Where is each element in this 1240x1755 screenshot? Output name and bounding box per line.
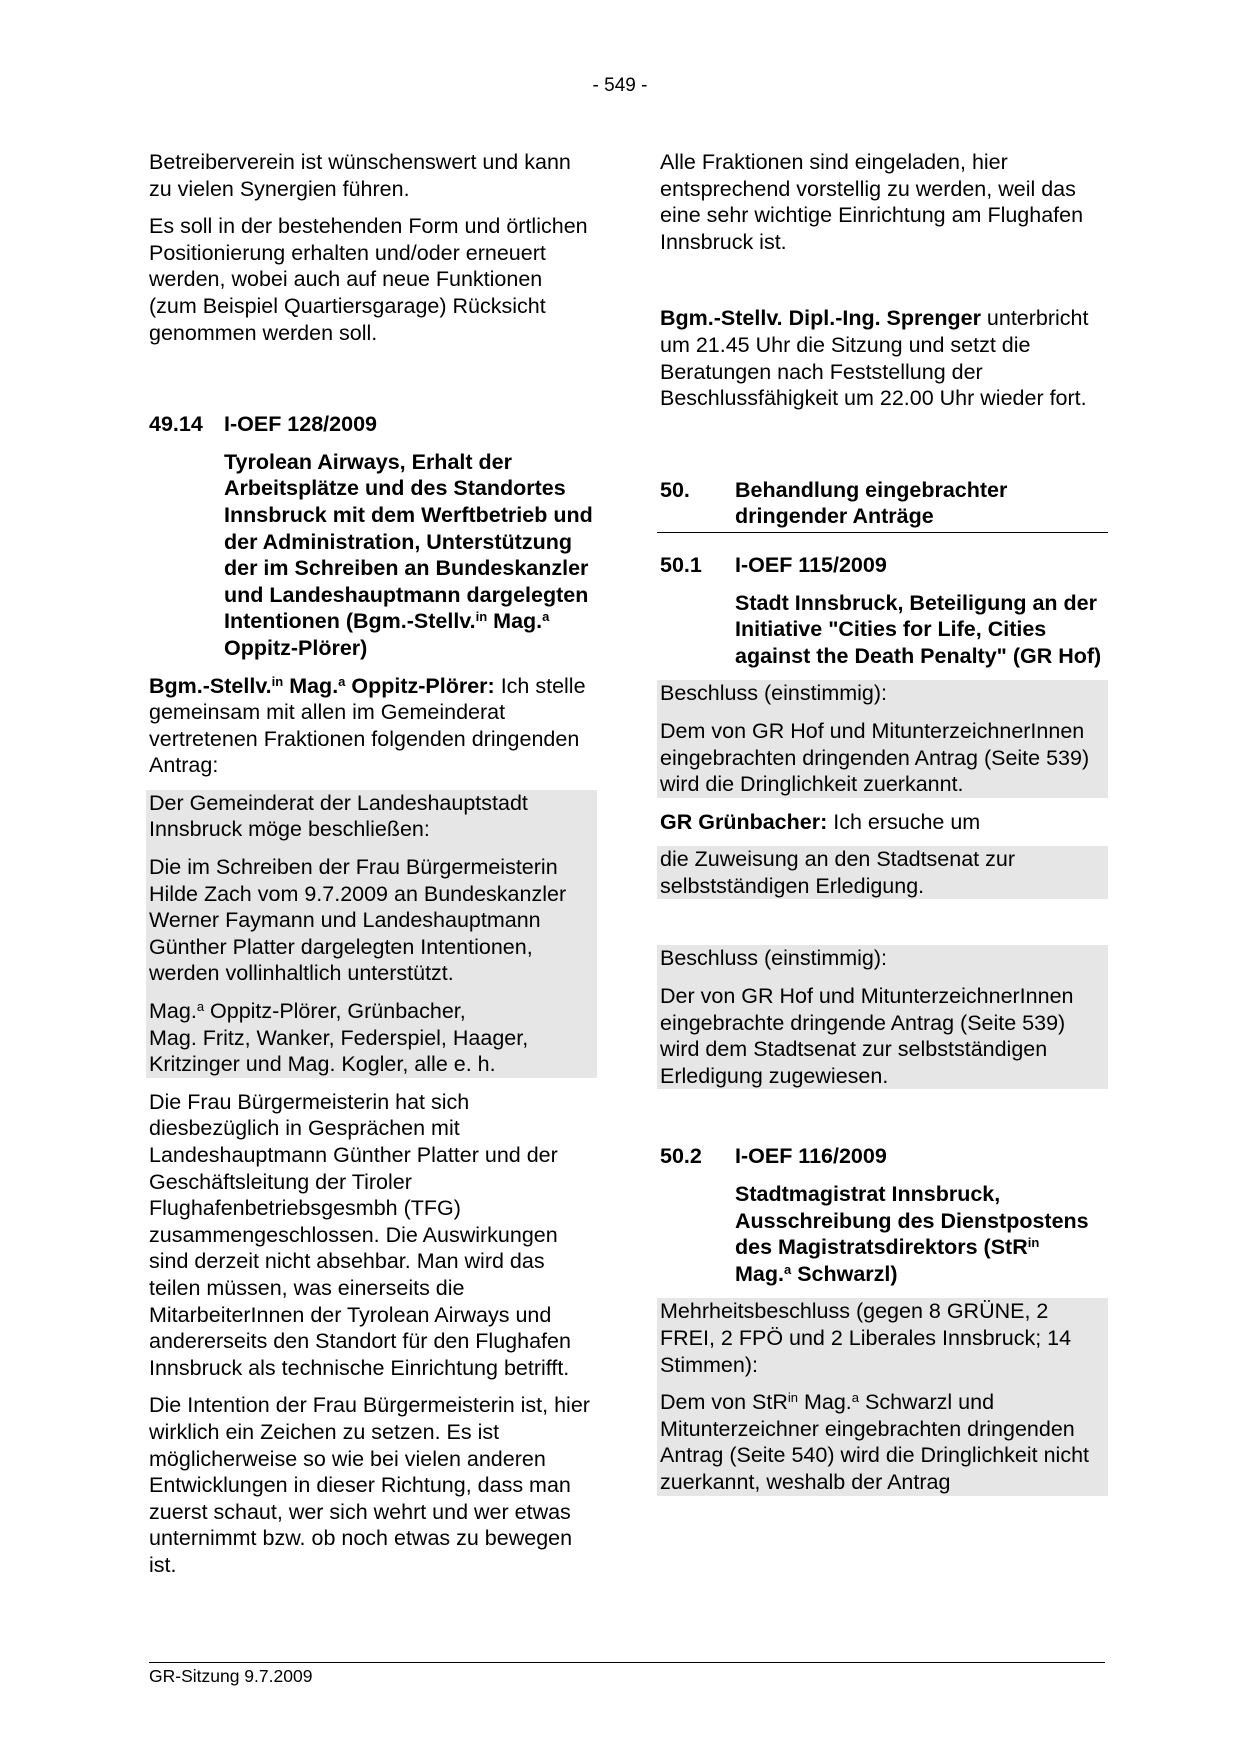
item-title: Stadtmagistrat Innsbruck, Ausschreibung des Dienstpostens des Magistratsdirektors (StR$^{in}$ Mag.$^a$ Schwarzl) — [735, 1182, 1089, 1286]
agenda-item-heading — [660, 552, 1105, 579]
speaker-name: Bgm.-Stellv.$^{in}$ Mag.$^a$ Oppitz-Plörer: — [149, 673, 495, 698]
section-title: Behandlung eingebrachter dringender Anträge — [735, 477, 1008, 529]
request-box — [657, 846, 1108, 899]
item-title: Stadt Innsbruck, Beteiligung an der Initiative "Cities for Life, Cities against the Death Penalty" (GR Hof) — [735, 590, 1102, 668]
resolution-box — [657, 1298, 1108, 1495]
resolution-label: Mehrheitsbeschluss (gegen 8 GRÜNE, 2 FREI, 2 FPÖ und 2 Liberales Innsbruck; 14 Stimmen): — [660, 1299, 1072, 1377]
paragraph: Die Frau Bürgermeisterin hat sich diesbezüglich in Gesprächen mit Landeshauptmann Günther Platter und der Geschäftsleitung der Tiroler Flughafenbetriebsgesmbh (TFG) zusammengeschlossen. Die Auswirkungen sind derzeit nicht absehbar. Man wird das teilen müssen, was einerseits die MitarbeiterInnen der Tyrolean Airways und andererseits den Standort für den Flughafen Innsbruck als technische Einrichtung betrifft. — [149, 1089, 571, 1380]
paragraph: Betreiberverein ist wünschenswert und kann zu vielen Synergien führen. — [149, 150, 571, 201]
right-column — [660, 149, 1105, 1507]
motion-box — [146, 790, 597, 1078]
resolution-text: Dem von StR$^{in}$ Mag.$^a$ Schwarzl und Mitunterzeichner eingebrachten dringenden Antrag (Seite 540) wird die Dringlichkeit nicht zuerkannt, weshalb der Antrag — [660, 1390, 1090, 1494]
paragraph: Es soll in der bestehenden Form und örtlichen Positionierung erhalten und/oder erneuert werden, wobei auch auf neue Funktionen (zum Beispiel Quartiersgarage) Rücksicht genommen werden soll. — [149, 214, 588, 345]
resolution-label: Beschluss (einstimmig): — [660, 681, 887, 706]
item-code: I-OEF 128/2009 — [224, 412, 377, 437]
speaker-statement: GR Grünbacher: Ich ersuche um — [660, 809, 981, 834]
footer-divider — [149, 1662, 1105, 1663]
item-code: I-OEF 115/2009 — [735, 552, 887, 577]
motion-intro: Der Gemeinderat der Landeshauptstadt Innsbruck möge beschließen: — [149, 790, 528, 842]
resolution-text: Dem von GR Hof und MitunterzeichnerInnen eingebrachten dringenden Antrag (Seite 539) wird die Dringlichkeit zuerkannt. — [660, 718, 1090, 797]
item-number: 50.2 — [660, 1144, 702, 1169]
resolution-label: Beschluss (einstimmig): — [660, 946, 887, 971]
paragraph: Alle Fraktionen sind eingeladen, hier entsprechend vorstellig zu werden, weil das eine sehr wichtige Einrichtung am Flughafen Innsbruck ist. — [660, 150, 1084, 254]
item-number: 50.1 — [660, 552, 702, 577]
item-number: 49.14 — [149, 412, 203, 437]
paragraph: Die Intention der Frau Bürgermeisterin ist, hier wirklich ein Zeichen zu setzen. Es ist möglicherweise so wie bei vielen anderen Entwicklungen in dieser Richtung, dass man zuerst schaut, wer sich wehrt und wer etwas unternimmt bzw. ob noch etwas zu bewegen ist. — [149, 1393, 590, 1577]
agenda-item-heading — [149, 411, 594, 438]
left-column — [149, 149, 594, 1590]
motion-signers: Mag.$^a$ Oppitz-Plörer, Grünbacher, Mag. Fritz, Wanker, Federspiel, Haager, Kritzinger und Mag. Kogler, alle e. h. — [149, 999, 529, 1077]
request-text: die Zuweisung an den Stadtsenat zur selbstständigen Erledigung. — [660, 847, 1015, 898]
footer: GR-Sitzung 9.7.2009 — [149, 1666, 313, 1686]
item-title: Tyrolean Airways, Erhalt der Arbeitsplätze und des Standortes Innsbruck mit dem Werftbetrieb und der Administration, Unterstützung der im Schreiben an Bundeskanzler und Landeshauptmann dargelegten Intentionen (Bgm.-Stellv.$^{in}$ Mag.$^a$ Oppitz-Plörer) — [224, 449, 593, 660]
item-code: I-OEF 116/2009 — [735, 1144, 887, 1169]
speaker-statement: Bgm.-Stellv.$^{in}$ Mag.$^a$ Oppitz-Plörer: Ich stelle gemeinsam mit allen im Gemeinderat vertretenen Fraktionen folgenden dringenden Antrag: — [149, 673, 586, 778]
session-interruption: Bgm.-Stellv. Dipl.-Ing. Sprenger unterbricht um 21.45 Uhr die Sitzung und setzt die Beratungen nach Feststellung der Beschlussfähigkeit um 22.00 Uhr wieder fort. — [660, 306, 1089, 411]
resolution-text: Der von GR Hof und MitunterzeichnerInnen eingebrachte dringende Antrag (Seite 539) wird dem Stadtsenat zur selbstständigen Erledigung zugewiesen. — [660, 984, 1074, 1088]
section-heading — [657, 477, 1108, 533]
page-number: - 549 - — [592, 75, 648, 96]
resolution-box — [657, 945, 1108, 1089]
motion-text: Die im Schreiben der Frau Bürgermeisterin Hilde Zach vom 9.7.2009 an Bundeskanzler Werner Faymann und Landeshauptmann Günther Platter dargelegten Intentionen, werden vollinhaltlich unterstützt. — [149, 855, 567, 986]
resolution-box — [657, 680, 1108, 797]
section-number: 50. — [660, 477, 690, 502]
agenda-item-heading — [660, 1143, 1105, 1170]
